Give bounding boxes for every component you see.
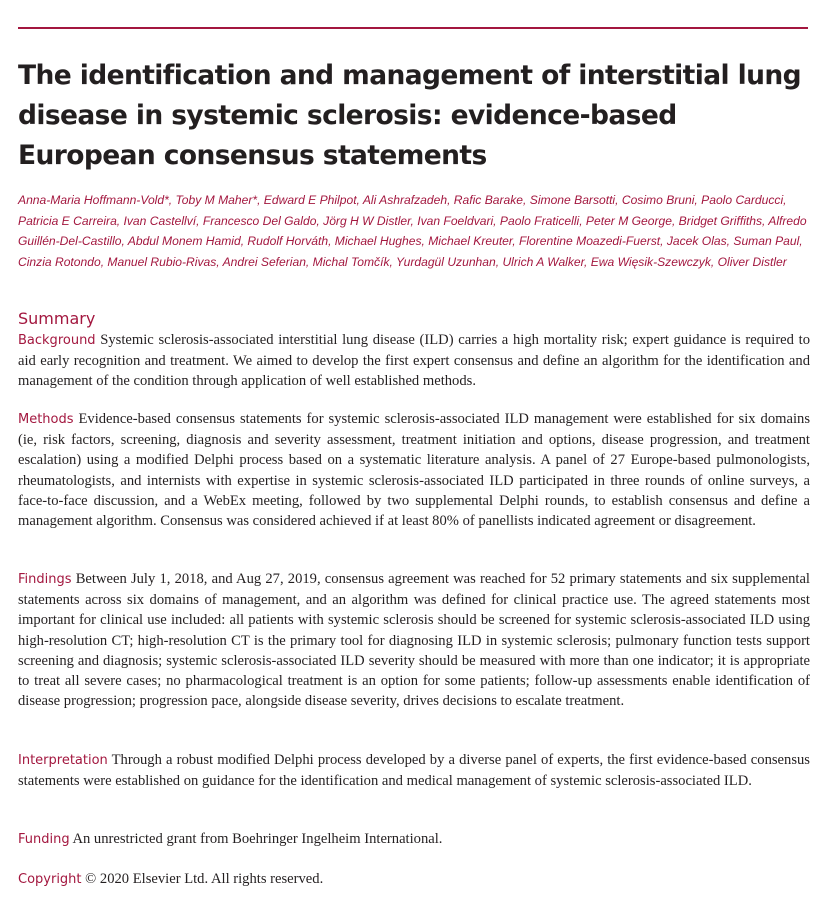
methods-text: Evidence-based consensus statements for systemic sclerosis-associated ILD management were established for six domains (ie, risk factors, screening, diagnosis and severity assessment, treatment initiation and options, disease progression, and treatment escalation) using a modified Delphi process based on a systematic literature analysis. A panel of 27 Europe-based pulmonologists, rheumatologists, and internists with expertise in systemic sclerosis-associated ILD participated in three rounds of online surveys, a face-to-face discussion, and a WebEx meeting, followed by two supplemental Delphi rounds, to establish consensus and define a management algorithm. Consensus was considered achieved if at least 80% of panellists indicated agreement or disagreement.: [18, 411, 810, 530]
copyright-section: [18, 869, 810, 890]
interpretation-label: Interpretation: [18, 753, 108, 768]
findings-label: Findings: [18, 572, 72, 587]
copyright-text: © 2020 Elsevier Ltd. All rights reserved.: [81, 871, 324, 887]
interpretation-section: [18, 750, 810, 791]
methods-section: [18, 409, 810, 531]
summary-heading: Summary: [18, 309, 96, 328]
funding-section: [18, 829, 810, 850]
background-label: Background: [18, 333, 96, 348]
findings-text: Between July 1, 2018, and Aug 27, 2019, consensus agreement was reached for 52 primary statements and six supplemental statements across six domains of management, and an algorithm was defined for clinical practice use. The agreed statements most important for clinical use included: all patients with systemic sclerosis should be screened for systemic sclerosis-associated ILD using high-resolution CT; high-resolution CT is the primary tool for diagnosing ILD in systemic sclerosis; pulmonary function tests support screening and diagnosis; systemic sclerosis-associated ILD severity should be measured with more than one indicator; it is appropriate to treat all severe cases; no pharmacological treatment is an option for some patients; follow-up assessments enable identification of disease progression; progression pace, alongside disease severity, drives decisions to escalate treatment.: [18, 571, 810, 710]
findings-section: [18, 569, 810, 711]
funding-label: Funding: [18, 832, 70, 847]
top-rule: [18, 27, 808, 29]
article-title: The identification and management of interstitial lung disease in systemic sclerosis: evidence-based European consensus statements: [18, 60, 801, 171]
copyright-label: Copyright: [18, 872, 82, 887]
methods-label: Methods: [18, 412, 74, 427]
interpretation-text: Through a robust modified Delphi process developed by a diverse panel of experts, the first evidence-based consensus statements were established on guidance for the identification and medical management of systemic sclerosis-associated ILD.: [18, 752, 810, 790]
background-section: [18, 330, 810, 392]
funding-text: An unrestricted grant from Boehringer Ingelheim International.: [69, 831, 443, 847]
background-text: Systemic sclerosis-associated interstitial lung disease (ILD) carries a high mortality risk; expert guidance is required to aid early recognition and treatment. We aimed to develop the first expert consensus and define an algorithm for the identification and management of the condition through application of well established methods.: [18, 332, 810, 390]
author-list: Anna-Maria Hoffmann-Vold*, Toby M Maher*, Edward E Philpot, Ali Ashrafzadeh, Rafic Barake, Simone Barsotti, Cosimo Bruni, Paolo Carducci, Patricia E Carreira, Ivan Castellví, Francesco Del Galdo, Jörg H W Distler, Ivan Foeldvari, Paolo Fraticelli, Peter M George, Bridget Griffiths, Alfredo Guillén-Del-Castillo, Abdul Monem Hamid, Rudolf Horváth, Michael Hughes, Michael Kreuter, Florentine Moazedi-Fuerst, Jacek Olas, Suman Paul, Cinzia Rotondo, Manuel Rubio-Rivas, Andrei Seferian, Michal Tomčík, Yurdagül Uzunhan, Ulrich A Walker, Ewa Więsik-Szewczyk, Oliver Distler: [18, 193, 807, 270]
